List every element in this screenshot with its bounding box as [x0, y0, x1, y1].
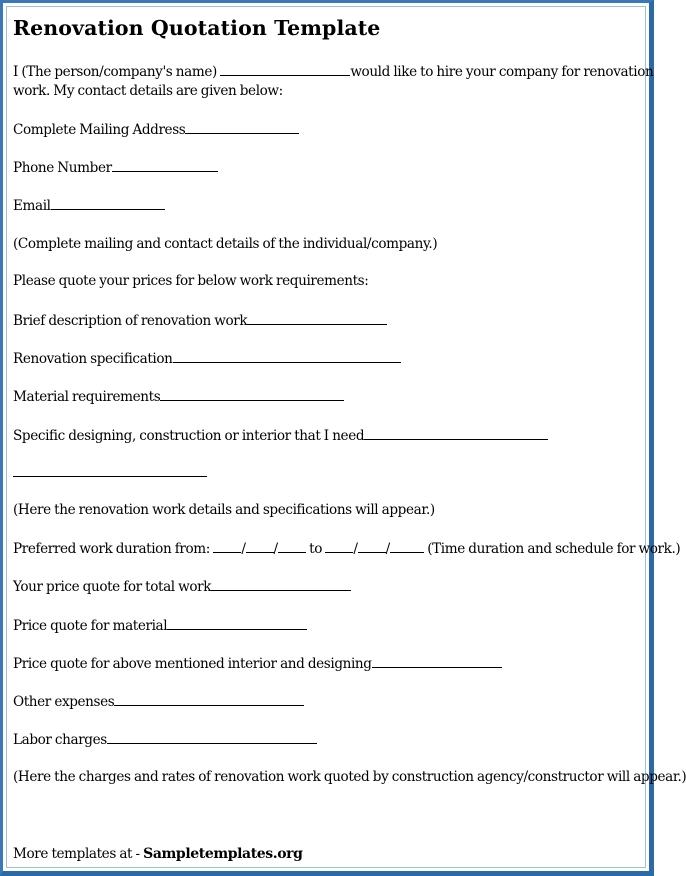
brief-description-label: Brief description of renovation work	[13, 313, 248, 329]
charges-note: (Here the charges and rates of renovation work quoted by construction agency/constructor will appear.)	[13, 769, 686, 785]
intro-text-2: would like to hire your company for renovation	[350, 64, 654, 80]
intro-text-1: I (The person/company's name)	[13, 64, 217, 80]
duration-label: Preferred work duration from:	[13, 541, 210, 557]
specification-label: Renovation specification	[13, 351, 173, 367]
designing-row	[13, 427, 548, 444]
specification-row	[13, 350, 401, 367]
quote-request-text: Please quote your prices for below work requirements:	[13, 273, 369, 289]
footer-brand-link[interactable]: Sampletemplates.org	[143, 846, 303, 862]
other-expenses-row	[13, 693, 304, 710]
email-row	[13, 197, 165, 214]
material-quote-label: Price quote for material	[13, 618, 168, 634]
phone-blank[interactable]	[112, 159, 218, 172]
material-requirements-blank[interactable]	[160, 388, 344, 401]
total-quote-row	[13, 578, 351, 595]
details-note: (Here the renovation work details and specifications will appear.)	[13, 502, 435, 518]
email-label: Email	[13, 198, 51, 214]
contact-note: (Complete mailing and contact details of the individual/company.)	[13, 236, 438, 252]
mailing-address-label: Complete Mailing Address	[13, 122, 186, 138]
material-quote-blank[interactable]	[167, 617, 307, 630]
total-quote-blank[interactable]	[211, 578, 351, 591]
phone-label: Phone Number	[13, 160, 112, 176]
end-day-blank[interactable]	[325, 540, 353, 553]
mailing-address-row	[13, 121, 299, 138]
start-day-blank[interactable]	[213, 540, 241, 553]
other-expenses-label: Other expenses	[13, 694, 115, 710]
footer-prefix: More templates at -	[13, 846, 140, 862]
brief-description-blank[interactable]	[247, 312, 387, 325]
start-month-blank[interactable]	[246, 540, 274, 553]
total-quote-label: Your price quote for total work	[13, 579, 212, 595]
designing-blank[interactable]	[364, 427, 548, 440]
interior-quote-row	[13, 655, 502, 672]
email-blank[interactable]	[51, 197, 165, 210]
labor-charges-blank[interactable]	[107, 731, 317, 744]
material-requirements-label: Material requirements	[13, 389, 161, 405]
footer	[13, 846, 303, 862]
company-name-blank[interactable]	[220, 63, 350, 76]
designing-label: Specific designing, construction or interior that I need	[13, 428, 365, 444]
document-title: Renovation Quotation Template	[13, 16, 381, 40]
interior-quote-blank[interactable]	[372, 655, 502, 668]
duration-note: (Time duration and schedule for work.)	[427, 541, 681, 557]
intro-line-2: work. My contact details are given below:	[13, 83, 283, 99]
phone-row	[13, 159, 218, 176]
material-requirements-row	[13, 388, 344, 405]
end-month-blank[interactable]	[358, 540, 386, 553]
intro-line	[13, 63, 653, 80]
other-expenses-blank[interactable]	[114, 693, 304, 706]
mailing-address-blank[interactable]	[185, 121, 299, 134]
duration-to: to	[309, 541, 322, 557]
labor-charges-label: Labor charges	[13, 732, 107, 748]
designing-continuation-row	[13, 464, 207, 481]
interior-quote-label: Price quote for above mentioned interior and designing	[13, 656, 372, 672]
material-quote-row	[13, 617, 307, 634]
specification-blank[interactable]	[173, 350, 401, 363]
end-year-blank[interactable]	[390, 540, 424, 553]
labor-charges-row	[13, 731, 317, 748]
start-year-blank[interactable]	[278, 540, 306, 553]
brief-description-row	[13, 312, 387, 329]
designing-continuation-blank[interactable]	[13, 464, 207, 477]
duration-row: Preferred work duration from: / / to / / (Time duration and schedule for work.)	[13, 541, 681, 557]
